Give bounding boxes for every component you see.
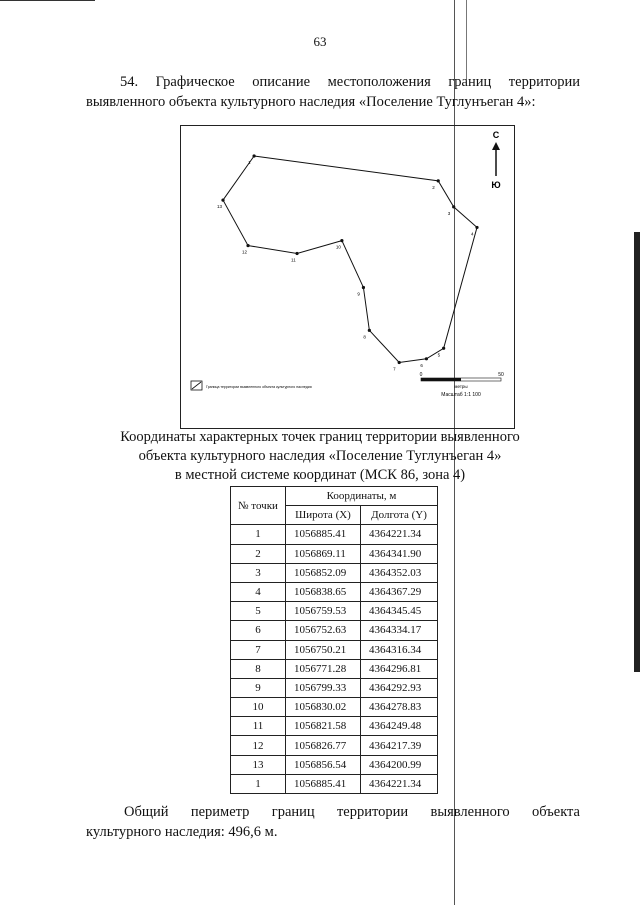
cell-longitude: 4364221.34 [361, 525, 438, 544]
cell-point-number: 12 [231, 736, 286, 755]
table-row [231, 525, 438, 544]
header-point-number: № точки [231, 487, 286, 525]
table-row [231, 621, 438, 640]
coordinates-title [90, 428, 550, 485]
cell-latitude: 1056838.65 [286, 582, 361, 601]
perimeter-line-2: культурного наследия: 496,6 м. [86, 824, 278, 840]
scale-text: Масштаб 1:1 100 [441, 392, 481, 398]
cell-point-number: 1 [231, 525, 286, 544]
section-heading [86, 72, 580, 112]
coordinates-title-line-1: Координаты характерных точек границ территории выявленного [120, 429, 520, 445]
boundary-point-marker [425, 357, 428, 360]
cell-longitude: 4364200.99 [361, 755, 438, 774]
scan-artifact-edge [634, 232, 640, 672]
boundary-point-marker [437, 179, 440, 182]
boundary-point-marker [452, 205, 455, 208]
cell-point-number: 11 [231, 717, 286, 736]
page-number: 63 [313, 34, 327, 49]
table-row [231, 678, 438, 697]
cell-longitude: 4364292.93 [361, 678, 438, 697]
table-body [231, 525, 438, 794]
table-row [231, 640, 438, 659]
cell-point-number: 8 [231, 659, 286, 678]
coordinates-title-line-2: объекта культурного наследия «Поселение Туглунъеган 4» [138, 448, 502, 464]
perimeter-line-1: Общий периметр границ территории выявленного объекта [124, 804, 580, 820]
cell-longitude: 4364367.29 [361, 582, 438, 601]
boundary-point-marker [368, 329, 371, 332]
cell-latitude: 1056821.58 [286, 717, 361, 736]
cell-longitude: 4364249.48 [361, 717, 438, 736]
cell-latitude: 1056856.54 [286, 755, 361, 774]
table-row [231, 774, 438, 793]
table-row [231, 544, 438, 563]
legend-text: Граница территории выявленного объекта культурного наследия [206, 385, 312, 389]
cell-latitude: 1056771.28 [286, 659, 361, 678]
boundary-point-label: 13 [217, 204, 223, 210]
cell-latitude: 1056752.63 [286, 621, 361, 640]
cell-longitude: 4364352.03 [361, 563, 438, 582]
boundary-point-marker [398, 361, 401, 364]
cell-latitude: 1056759.53 [286, 602, 361, 621]
scale-bar [421, 378, 501, 381]
cell-latitude: 1056799.33 [286, 678, 361, 697]
boundary-polygon [223, 156, 477, 362]
boundary-point-marker [340, 239, 343, 242]
compass-arrow [492, 142, 500, 176]
boundary-point-label: 10 [335, 244, 341, 250]
cell-point-number: 6 [231, 621, 286, 640]
cell-point-number: 4 [231, 582, 286, 601]
boundary-point-label: 12 [242, 249, 248, 255]
boundary-point-marker [475, 226, 478, 229]
cell-point-number: 5 [231, 602, 286, 621]
header-longitude: Долгота (Y) [361, 506, 438, 525]
table-row [231, 698, 438, 717]
cell-latitude: 1056826.77 [286, 736, 361, 755]
table-row [231, 563, 438, 582]
boundary-point-label: 11 [291, 257, 296, 263]
boundary-point-marker [252, 154, 255, 157]
cell-longitude: 4364221.34 [361, 774, 438, 793]
boundary-point-label: 1 [248, 160, 251, 165]
cell-point-number: 1 [231, 774, 286, 793]
cell-point-number: 7 [231, 640, 286, 659]
boundary-point-label: 8 [363, 334, 366, 340]
table-header-row [231, 487, 438, 506]
boundary-point-label: 7 [393, 366, 396, 372]
perimeter-paragraph [86, 802, 580, 842]
table-row [231, 582, 438, 601]
boundary-point-marker [221, 198, 224, 201]
boundary-map-svg [181, 126, 514, 428]
boundary-point-label: 3 [447, 210, 451, 216]
boundary-point-label: 4 [471, 231, 474, 237]
cell-latitude: 1056830.02 [286, 698, 361, 717]
boundary-point-marker [442, 347, 445, 350]
heading-line-2: выявленного объекта культурного наследия «Поселение Туглунъеган 4»: [86, 94, 536, 110]
cell-longitude: 4364296.81 [361, 659, 438, 678]
cell-longitude: 4364217.39 [361, 736, 438, 755]
scale-unit: метры [454, 384, 468, 389]
cell-point-number: 10 [231, 698, 286, 717]
cell-point-number: 3 [231, 563, 286, 582]
cell-longitude: 4364316.34 [361, 640, 438, 659]
compass-south-label: Ю [491, 180, 501, 190]
boundary-point-marker [246, 244, 249, 247]
boundary-point-label: 5 [437, 352, 441, 358]
cell-point-number: 13 [231, 755, 286, 774]
cell-longitude: 4364334.17 [361, 621, 438, 640]
coordinates-title-line-3: в местной системе координат (МСК 86, зона 4) [174, 467, 466, 483]
cell-latitude: 1056750.21 [286, 640, 361, 659]
boundary-point-marker [295, 252, 298, 255]
cell-longitude: 4364345.45 [361, 602, 438, 621]
boundary-point-label: 9 [357, 291, 360, 297]
table-row [231, 736, 438, 755]
cell-latitude: 1056885.41 [286, 525, 361, 544]
cell-point-number: 9 [231, 678, 286, 697]
scale-end: 50 [498, 372, 504, 378]
cell-longitude: 4364278.83 [361, 698, 438, 717]
boundary-map [180, 125, 515, 429]
table-row [231, 717, 438, 736]
cell-latitude: 1056869.11 [286, 544, 361, 563]
cell-latitude: 1056885.41 [286, 774, 361, 793]
cell-longitude: 4364341.90 [361, 544, 438, 563]
compass-north-label: С [492, 130, 500, 140]
cell-latitude: 1056852.09 [286, 563, 361, 582]
coordinates-table [230, 486, 438, 794]
boundary-point-marker [362, 286, 365, 289]
table-row [231, 755, 438, 774]
table-row [231, 602, 438, 621]
table-row [231, 659, 438, 678]
heading-line-1: 54. Графическое описание местоположения границ территории [120, 74, 580, 90]
header-latitude: Широта (X) [286, 506, 361, 525]
scan-artifact-line [0, 0, 95, 1]
scale-zero: 0 [419, 372, 423, 378]
boundary-points [217, 154, 479, 371]
header-coordinates: Координаты, м [286, 487, 438, 506]
boundary-point-label: 2 [432, 184, 435, 190]
cell-point-number: 2 [231, 544, 286, 563]
boundary-point-label: 6 [420, 362, 423, 368]
